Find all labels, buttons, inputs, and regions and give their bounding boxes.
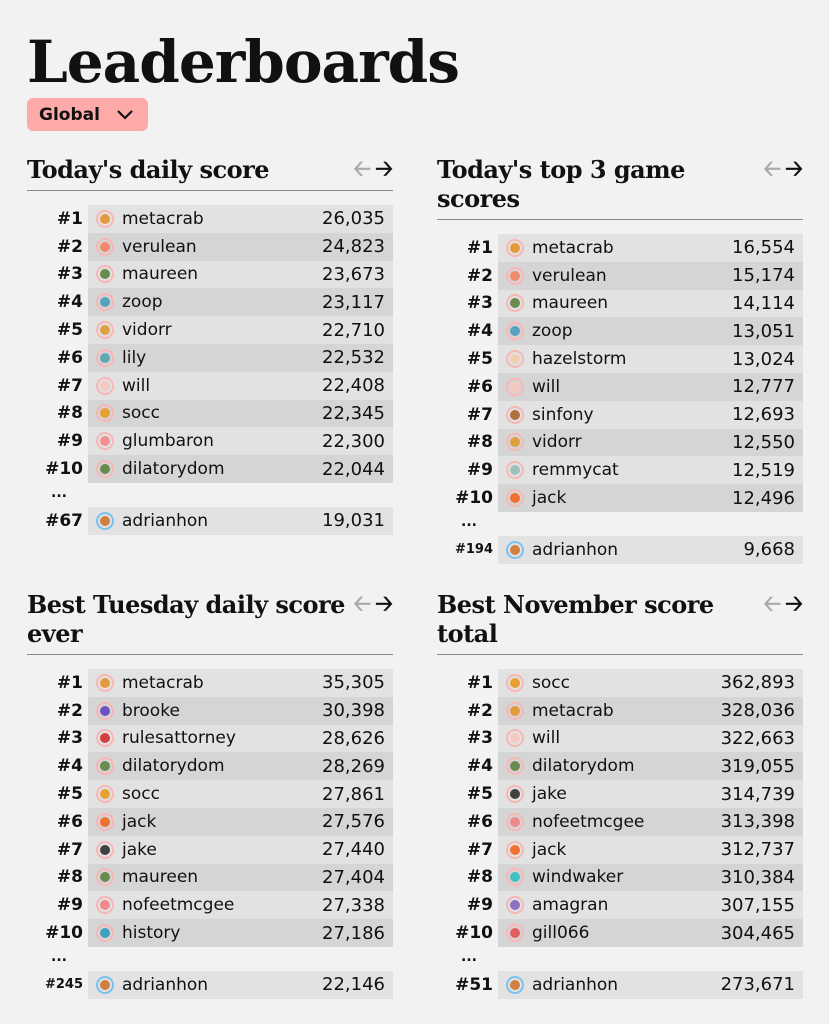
avatar (96, 868, 114, 886)
leaderboard-row[interactable] (466, 317, 803, 345)
leaderboard-row[interactable] (466, 401, 803, 429)
score: 12,777 (732, 376, 795, 398)
arrow-right-icon[interactable]: 🡢 (785, 592, 803, 617)
player-name[interactable]: vidorr (532, 432, 582, 453)
page-title: Leaderboards (27, 28, 459, 96)
player-name[interactable]: adrianhon (532, 974, 619, 995)
avatar (96, 460, 114, 478)
player-name[interactable]: glumbaron (122, 431, 214, 452)
player-name[interactable]: jake (532, 784, 567, 805)
player-name[interactable]: amagran (532, 895, 609, 916)
leaderboard-panel (437, 155, 803, 564)
rank: #1 (466, 237, 493, 258)
score: 22,146 (322, 974, 385, 996)
score: 15,174 (732, 265, 795, 287)
player-name[interactable]: will (122, 375, 151, 396)
avatar (506, 541, 524, 559)
rank: #5 (466, 349, 493, 370)
rank: #1 (56, 672, 83, 693)
rank: #3 (56, 264, 83, 285)
leaderboard-row[interactable] (56, 780, 393, 808)
score: 22,345 (322, 402, 385, 424)
leaderboard-row[interactable] (56, 864, 393, 892)
leaderboard-list (455, 669, 803, 947)
player-name[interactable]: adrianhon (122, 974, 209, 995)
panel-header (437, 590, 803, 655)
leaderboard-row[interactable] (466, 780, 803, 808)
arrow-right-icon[interactable]: 🡢 (375, 592, 393, 617)
player-name[interactable]: jack (532, 488, 567, 509)
leaderboard-row[interactable] (56, 808, 393, 836)
rank: #6 (466, 376, 493, 397)
rank: #7 (466, 404, 493, 425)
player-name[interactable]: socc (532, 672, 570, 693)
rank: #67 (45, 510, 83, 531)
rank: #1 (56, 208, 83, 229)
player-name[interactable]: dilatorydom (122, 756, 225, 777)
rank: #2 (56, 236, 83, 257)
rank: #7 (56, 839, 83, 860)
my-rank-row[interactable] (455, 971, 803, 999)
rank: #8 (466, 432, 493, 453)
rank: #10 (455, 923, 493, 944)
score: 23,673 (322, 263, 385, 285)
panel-header (437, 155, 803, 220)
player-name[interactable]: vidorr (122, 320, 172, 341)
player-name[interactable]: brooke (122, 700, 180, 721)
player-name[interactable]: will (532, 728, 561, 749)
score: 30,398 (322, 700, 385, 722)
score: 322,663 (720, 727, 795, 749)
avatar (506, 813, 524, 831)
leaderboard-row[interactable] (466, 725, 803, 753)
avatar (96, 210, 114, 228)
avatar (506, 350, 524, 368)
score: 14,114 (732, 292, 795, 314)
avatar (506, 674, 524, 692)
avatar (96, 674, 114, 692)
score: 12,550 (732, 431, 795, 453)
leaderboard-row[interactable] (56, 697, 393, 725)
ellipsis: ... (51, 484, 67, 501)
player-name[interactable]: gill066 (532, 923, 590, 944)
player-name[interactable]: nofeetmcgee (122, 895, 235, 916)
avatar (96, 349, 114, 367)
avatar (506, 976, 524, 994)
rank: #9 (466, 895, 493, 916)
player-name[interactable]: dilatorydom (122, 459, 225, 480)
leaderboard-row[interactable] (455, 484, 803, 512)
panel-heading: Today's top 3 game scores (437, 155, 685, 213)
avatar (506, 924, 524, 942)
avatar (506, 267, 524, 285)
score: 13,024 (732, 348, 795, 370)
score: 22,532 (322, 347, 385, 369)
scope-dropdown[interactable] (27, 98, 148, 131)
player-name[interactable]: jack (532, 839, 567, 860)
score: 35,305 (322, 672, 385, 694)
avatar (96, 702, 114, 720)
rank: #2 (466, 700, 493, 721)
player-name[interactable]: will (532, 376, 561, 397)
avatar (96, 976, 114, 994)
player-name[interactable]: jake (122, 839, 157, 860)
arrow-right-icon[interactable]: 🡢 (375, 157, 393, 182)
rank: #194 (454, 542, 493, 558)
leaderboard-row[interactable] (466, 864, 803, 892)
ellipsis: ... (461, 513, 477, 530)
avatar (506, 433, 524, 451)
player-name[interactable]: verulean (532, 265, 607, 286)
rank: #9 (466, 460, 493, 481)
avatar (506, 322, 524, 340)
rank: #4 (466, 756, 493, 777)
score: 23,117 (322, 291, 385, 313)
score: 27,576 (322, 811, 385, 833)
player-name[interactable]: hazelstorm (532, 349, 627, 370)
avatar (96, 432, 114, 450)
avatar (96, 924, 114, 942)
avatar (506, 868, 524, 886)
player-name[interactable]: remmycat (532, 460, 619, 481)
player-name[interactable]: metacrab (122, 208, 204, 229)
avatar (506, 239, 524, 257)
avatar (506, 702, 524, 720)
ellipsis: ... (51, 948, 67, 965)
score: 22,408 (322, 375, 385, 397)
leaderboard-row[interactable] (466, 752, 803, 780)
rank: #4 (466, 321, 493, 342)
player-name[interactable]: windwaker (532, 867, 624, 888)
score: 314,739 (720, 783, 795, 805)
rank: #8 (56, 403, 83, 424)
leaderboard-row[interactable] (466, 373, 803, 401)
rank: #8 (466, 867, 493, 888)
player-name[interactable]: rulesattorney (122, 728, 236, 749)
player-name[interactable]: adrianhon (122, 510, 209, 531)
leaderboard-row[interactable] (466, 808, 803, 836)
leaderboard-list (455, 234, 803, 512)
leaderboard-row[interactable] (56, 427, 393, 455)
avatar (506, 489, 524, 507)
arrow-right-icon[interactable]: 🡢 (785, 157, 803, 182)
leaderboard-row[interactable] (56, 752, 393, 780)
score: 24,823 (322, 236, 385, 258)
avatar (506, 729, 524, 747)
avatar (96, 896, 114, 914)
player-name[interactable]: history (122, 923, 181, 944)
leaderboard-row[interactable] (56, 836, 393, 864)
player-name[interactable]: maureen (532, 293, 609, 314)
leaderboard-row[interactable] (56, 400, 393, 428)
score: 12,693 (732, 404, 795, 426)
avatar (96, 729, 114, 747)
panel-header (27, 590, 393, 655)
player-name[interactable]: metacrab (532, 700, 614, 721)
leaderboard-row[interactable] (466, 345, 803, 373)
arrow-left-icon[interactable]: 🡠 (353, 592, 372, 617)
score: 9,668 (743, 539, 795, 561)
score: 310,384 (720, 866, 795, 888)
rank: #8 (56, 867, 83, 888)
leaderboard-row[interactable] (56, 261, 393, 289)
rank: #10 (455, 488, 493, 509)
leaderboard-row[interactable] (466, 456, 803, 484)
panel-heading: Best November score total (437, 590, 714, 648)
rank: #2 (56, 700, 83, 721)
ellipsis: ... (461, 948, 477, 965)
rank: #6 (56, 347, 83, 368)
leaderboard-row[interactable] (466, 697, 803, 725)
avatar (506, 896, 524, 914)
rank: #2 (466, 265, 493, 286)
leaderboard-row[interactable] (466, 262, 803, 290)
leaderboard-row[interactable] (466, 429, 803, 457)
leaderboard-row[interactable] (466, 234, 803, 262)
score: 304,465 (720, 922, 795, 944)
avatar (96, 377, 114, 395)
rank: #1 (466, 672, 493, 693)
my-rank-row[interactable] (45, 507, 393, 535)
avatar (96, 321, 114, 339)
avatar (96, 238, 114, 256)
leaderboard-row[interactable] (56, 669, 393, 697)
score: 362,893 (720, 672, 795, 694)
arrow-left-icon[interactable]: 🡠 (763, 592, 782, 617)
avatar (96, 841, 114, 859)
avatar (96, 813, 114, 831)
avatar (96, 404, 114, 422)
player-name[interactable]: zoop (122, 292, 163, 313)
score: 26,035 (322, 208, 385, 230)
score: 319,055 (720, 755, 795, 777)
leaderboard-list (45, 205, 393, 483)
score: 312,737 (720, 839, 795, 861)
avatar (96, 512, 114, 530)
score: 307,155 (720, 894, 795, 916)
score: 22,300 (322, 430, 385, 452)
arrow-left-icon[interactable]: 🡠 (353, 157, 372, 182)
leaderboard-row[interactable] (466, 891, 803, 919)
rank: #6 (466, 811, 493, 832)
rank: #6 (56, 811, 83, 832)
player-name[interactable]: lily (122, 347, 147, 368)
score: 12,496 (732, 487, 795, 509)
rank: #4 (56, 292, 83, 313)
score: 22,044 (322, 458, 385, 480)
rank: #7 (466, 839, 493, 860)
rank: #4 (56, 756, 83, 777)
rank: #3 (466, 293, 493, 314)
player-name[interactable]: verulean (122, 236, 197, 257)
rank: #3 (466, 728, 493, 749)
leaderboard-row[interactable] (466, 290, 803, 318)
panel-header (27, 155, 393, 191)
score: 19,031 (322, 510, 385, 532)
score: 27,440 (322, 839, 385, 861)
score: 27,338 (322, 894, 385, 916)
leaderboard-row[interactable] (56, 344, 393, 372)
rank: #3 (56, 728, 83, 749)
player-name[interactable]: adrianhon (532, 539, 619, 560)
leaderboard-row[interactable] (56, 372, 393, 400)
rank: #245 (44, 977, 83, 993)
rank: #9 (56, 431, 83, 452)
player-name[interactable]: sinfony (532, 404, 594, 425)
leaderboard-row[interactable] (56, 725, 393, 753)
score: 273,671 (720, 974, 795, 996)
avatar (96, 265, 114, 283)
player-name[interactable]: dilatorydom (532, 756, 635, 777)
leaderboard-row[interactable] (56, 288, 393, 316)
player-name[interactable]: socc (122, 784, 160, 805)
leaderboard-panel (437, 590, 803, 999)
rank: #5 (466, 784, 493, 805)
score: 27,861 (322, 783, 385, 805)
score: 16,554 (732, 237, 795, 259)
score: 22,710 (322, 319, 385, 341)
leaderboard-row[interactable] (45, 919, 393, 947)
rank: #5 (56, 320, 83, 341)
leaderboard-panel (27, 155, 393, 535)
score: 28,269 (322, 755, 385, 777)
my-rank-row[interactable] (454, 536, 803, 564)
avatar (506, 785, 524, 803)
rank: #51 (455, 974, 493, 995)
score: 27,404 (322, 866, 385, 888)
leaderboard-panel (27, 590, 393, 999)
player-name[interactable]: metacrab (532, 237, 614, 258)
arrow-left-icon[interactable]: 🡠 (763, 157, 782, 182)
rank: #9 (56, 895, 83, 916)
player-name[interactable]: metacrab (122, 672, 204, 693)
avatar (506, 294, 524, 312)
rank: #5 (56, 784, 83, 805)
avatar (96, 785, 114, 803)
avatar (506, 378, 524, 396)
score: 13,051 (732, 320, 795, 342)
avatar (506, 406, 524, 424)
panel-heading: Today's daily score (27, 155, 270, 184)
avatar (506, 841, 524, 859)
leaderboard-row[interactable] (56, 891, 393, 919)
player-name[interactable]: nofeetmcgee (532, 811, 645, 832)
leaderboard-row[interactable] (56, 233, 393, 261)
score: 313,398 (720, 811, 795, 833)
player-name[interactable]: socc (122, 403, 160, 424)
avatar (506, 461, 524, 479)
player-name[interactable]: maureen (122, 264, 199, 285)
leaderboard-row[interactable] (455, 919, 803, 947)
my-rank-row[interactable] (44, 971, 393, 999)
avatar (506, 757, 524, 775)
score: 328,036 (720, 700, 795, 722)
score: 12,519 (732, 459, 795, 481)
score: 27,186 (322, 922, 385, 944)
leaderboard-list (45, 669, 393, 947)
panel-heading: Best Tuesday daily score ever (27, 590, 345, 648)
leaderboard-row[interactable] (56, 316, 393, 344)
leaderboard-row[interactable] (45, 455, 393, 483)
player-name[interactable]: zoop (532, 321, 573, 342)
rank: #10 (45, 923, 83, 944)
leaderboard-row[interactable] (466, 669, 803, 697)
player-name[interactable]: maureen (122, 867, 199, 888)
rank: #7 (56, 375, 83, 396)
avatar (96, 757, 114, 775)
leaderboard-row[interactable] (56, 205, 393, 233)
leaderboard-row[interactable] (466, 836, 803, 864)
score: 28,626 (322, 727, 385, 749)
rank: #10 (45, 459, 83, 480)
chevron-down-icon (116, 109, 134, 121)
avatar (96, 293, 114, 311)
player-name[interactable]: jack (122, 811, 157, 832)
scope-label: Global (39, 104, 100, 125)
